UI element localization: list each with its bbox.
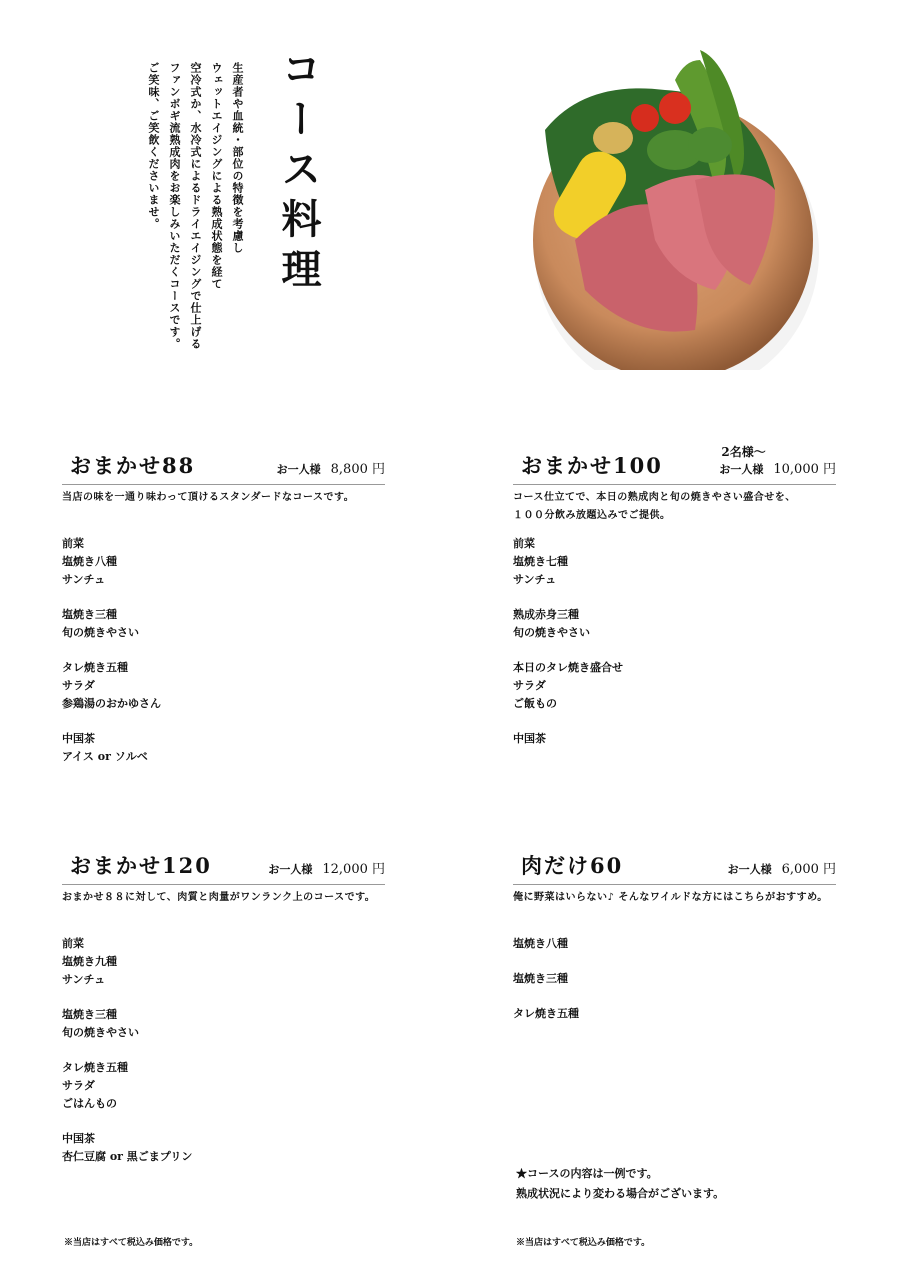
intro-line: 空冷式か、水冷式によるドライエイジングで仕上げる xyxy=(189,62,202,350)
course-name: おまかせ100 xyxy=(521,453,663,478)
intro-line: ファンボギ流熟成肉をお楽しみいただくコースです。 xyxy=(168,62,181,350)
item-group xyxy=(62,659,385,713)
per-person-label: お一人様 xyxy=(719,463,764,476)
min-guests-label: 2名様～ xyxy=(721,445,766,459)
menu-item: 旬の焼きやさい xyxy=(513,626,590,639)
course-description xyxy=(62,889,385,907)
description-line: 当店の味を一通り味わって頂けるスタンダードなコースです。 xyxy=(62,492,355,503)
item-group xyxy=(62,1130,385,1166)
course-price xyxy=(728,861,836,878)
disclaimer-line: ★コースの内容は一例です。 xyxy=(516,1167,658,1180)
course-name: おまかせ88 xyxy=(70,453,196,478)
menu-item: 前菜 xyxy=(513,537,535,550)
course-items xyxy=(62,535,385,766)
intro-line: ウェットエイジングによる熟成状態を経て xyxy=(210,62,223,290)
price-value: 8,800 円 xyxy=(330,462,385,477)
menu-item: 塩焼き九種 xyxy=(62,955,117,968)
price-value: 12,000 円 xyxy=(322,862,385,877)
course-name: おまかせ120 xyxy=(70,853,212,878)
item-group xyxy=(62,606,385,642)
menu-item: 参鶏湯のおかゆさん xyxy=(62,697,161,710)
menu-item: 塩焼き三種 xyxy=(513,972,568,985)
course-items xyxy=(513,935,836,1023)
menu-item: タレ焼き五種 xyxy=(62,1061,128,1074)
description-line: １００分飲み放題込みでご提供。 xyxy=(513,510,671,521)
menu-item: 杏仁豆腐 or 黒ごまプリン xyxy=(62,1150,193,1163)
menu-item: タレ焼き五種 xyxy=(513,1007,579,1020)
item-group xyxy=(62,535,385,589)
menu-item: 塩焼き三種 xyxy=(62,1008,117,1021)
item-group xyxy=(513,935,836,953)
menu-item: 中国茶 xyxy=(62,732,95,745)
price-value: 10,000 円 xyxy=(773,462,836,477)
tax-note-left: ※当店はすべて税込み価格です。 xyxy=(64,1238,199,1248)
menu-item: アイス or ソルベ xyxy=(62,750,148,763)
per-person-label: お一人様 xyxy=(268,863,313,876)
course-price xyxy=(277,461,385,478)
menu-item: 塩焼き八種 xyxy=(513,937,568,950)
description-line: 俺に野菜はいらない♪ そんなワイルドな方にはこちらがおすすめ。 xyxy=(513,892,828,903)
menu-item: サラダ xyxy=(513,679,546,692)
menu-item: サラダ xyxy=(62,679,95,692)
menu-item: サンチュ xyxy=(513,573,557,586)
menu-item: 塩焼き三種 xyxy=(62,608,117,621)
intro-text xyxy=(138,62,248,382)
per-person-label: お一人様 xyxy=(276,463,321,476)
item-group xyxy=(513,970,836,988)
item-group xyxy=(62,1006,385,1042)
intro-line: ご笑味、ご笑飲くださいませ。 xyxy=(147,62,160,230)
course-disclaimer xyxy=(516,1164,724,1204)
disclaimer-line: 熟成状況により変わる場合がございます。 xyxy=(516,1187,725,1200)
course-price xyxy=(719,444,836,478)
meat-plate-photo xyxy=(525,40,825,370)
item-group xyxy=(62,1059,385,1113)
course-header xyxy=(513,848,836,885)
item-group xyxy=(62,730,385,766)
item-group xyxy=(513,659,836,713)
course-header xyxy=(62,848,385,885)
price-value: 6,000 円 xyxy=(781,862,836,877)
item-group xyxy=(513,606,836,642)
menu-item: 塩焼き七種 xyxy=(513,555,568,568)
course-header xyxy=(62,448,385,485)
menu-item: 前菜 xyxy=(62,537,84,550)
menu-item: 前菜 xyxy=(62,937,84,950)
page-title: コース料理 xyxy=(275,48,322,298)
course-name: 肉だけ60 xyxy=(521,853,624,878)
item-group xyxy=(513,1005,836,1023)
menu-item: サラダ xyxy=(62,1079,95,1092)
course-price xyxy=(268,861,385,878)
course-description xyxy=(513,489,836,525)
item-group xyxy=(62,935,385,989)
menu-item: 熟成赤身三種 xyxy=(513,608,579,621)
menu-item: 中国茶 xyxy=(62,1132,95,1145)
menu-item: ご飯もの xyxy=(513,697,557,710)
description-line: おまかせ８８に対して、肉質と肉量がワンランク上のコースです。 xyxy=(62,892,376,903)
description-line: コース仕立てで、本日の熟成肉と旬の焼きやさい盛合せを、 xyxy=(513,492,796,503)
course-niku-dake-60 xyxy=(513,848,836,1040)
menu-item: サンチュ xyxy=(62,573,106,586)
menu-item: 塩焼き八種 xyxy=(62,555,117,568)
menu-item: サンチュ xyxy=(62,973,106,986)
course-items xyxy=(513,535,836,748)
course-items xyxy=(62,935,385,1166)
intro-line: 生産者や血統・部位の特徴を考慮し xyxy=(231,62,244,254)
menu-item: 中国茶 xyxy=(513,732,546,745)
course-omakase-120 xyxy=(62,848,385,1183)
per-person-label: お一人様 xyxy=(727,863,772,876)
item-group xyxy=(513,535,836,589)
course-omakase-100 xyxy=(513,445,836,765)
item-group xyxy=(513,730,836,748)
tax-note-right: ※当店はすべて税込み価格です。 xyxy=(516,1238,651,1248)
course-omakase-88 xyxy=(62,448,385,783)
course-description xyxy=(513,889,836,907)
menu-item: タレ焼き五種 xyxy=(62,661,128,674)
menu-item: 本日のタレ焼き盛合せ xyxy=(513,661,623,674)
menu-item: 旬の焼きやさい xyxy=(62,1026,139,1039)
menu-item: 旬の焼きやさい xyxy=(62,626,139,639)
menu-item: ごはんもの xyxy=(62,1097,117,1110)
course-description xyxy=(62,489,385,507)
course-header xyxy=(513,445,836,485)
